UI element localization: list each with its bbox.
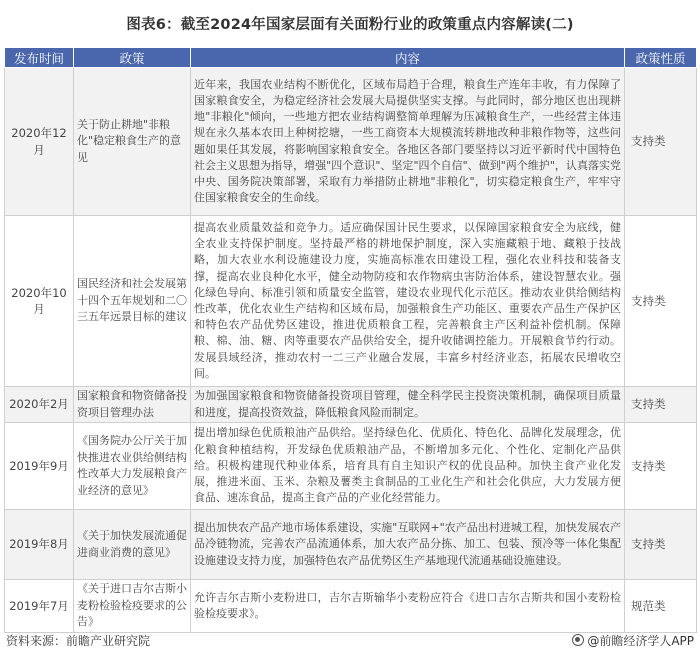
table-row: [5, 510, 697, 580]
row-policy: 《关于加快发展流通促进商业消费的意见》: [74, 510, 191, 580]
chart-title: 图表6：截至2024年国家层面有关面粉行业的政策重点内容解读(二): [126, 16, 574, 33]
row-nature: 支持类: [625, 68, 697, 216]
row-policy: 关于防止耕地"非粮化"稳定粮食生产的意见: [74, 68, 191, 216]
row-nature: 支持类: [625, 510, 697, 580]
row-nature: 规范类: [625, 580, 697, 633]
table-row: [5, 423, 697, 510]
row-content: 提高农业质量效益和竞争力。适应确保国计民生要求，以保障国家粮食安全为底线，健全农业支持保护制度。坚持最严格的耕地保护制度，深入实施藏粮于地、藏粮于技战略，加大农业水利设施建设力度，实施高标准农田建设工程，强化农业科技和装备支撑，提高农业良种化水平，健全动物防疫和农作物病虫害防治体系，建设智慧农业。强化绿色导向、标准引领和质量安全监管，建设农业现代化示范区。推动农业供给侧结构性改革，优化农业生产结构和区域布局，加强粮食生产功能区、重要农产品生产保护区和特色农产品优势区建设，推进优质粮食工程，完善粮食主产区利益补偿机制。保障粮、棉、油、糖、肉等重要农产品供给安全，提升收储调控能力。开展粮食节约行动。发展县域经济，推动农村一二三产业融合发展，丰富乡村经济业态，拓展农民增收空间。: [191, 216, 625, 387]
brand: [572, 632, 694, 649]
header-nature: 政策性质: [625, 48, 697, 68]
row-date: 2020年2月: [5, 387, 74, 423]
row-date: 2020年12月: [5, 68, 74, 216]
row-content: 为加强国家粮食和物资储备投资项目管理，健全科学民主投资决策机制，确保项目质量和进度，提高投资效益，降低粮食风险而制定。: [191, 387, 625, 423]
row-nature: 支持类: [625, 216, 697, 387]
row-content: 允许吉尔吉斯小麦粉进口，吉尔吉斯输华小麦粉应符合《进口吉尔吉斯共和国小麦粉检验检疫要求》。: [191, 580, 625, 633]
source-note: 资料来源：前瞻产业研究院: [6, 633, 151, 648]
table-row: [5, 580, 697, 633]
row-nature: 支持类: [625, 387, 697, 423]
header-policy: 政策: [74, 48, 191, 68]
row-content: 近年来，我国农业结构不断优化，区域布局趋于合理，粮食生产连年丰收，有力保障了国家粮食安全，为稳定经济社会发展大局提供坚实支撑。与此同时，部分地区也出现耕地"非粮化"倾向，一些地方把农业结构调整简单理解为压减粮食生产，一些经营主体违规在永久基本农田上种树挖塘，一些工商资本大规模流转耕地改种非粮作物等，这些问题如果任其发展，将影响国家粮食安全。各地区各部门要坚持以习近平新时代中国特色社会主义思想为指导，增强"四个意识"、坚定"四个自信"、做到"两个维护"，认真落实党中央、国务院决策部署，采取有力举措防止耕地"非粮化"，切实稳定粮食生产，牢牢守住国家粮食安全的生命线。: [191, 68, 625, 216]
row-nature: 支持类: [625, 423, 697, 510]
table-row: [5, 387, 697, 423]
row-date: 2019年8月: [5, 510, 74, 580]
brand-logo-icon: [572, 634, 584, 646]
row-policy: 《国务院办公厅关于加快推进农业供给侧结构性改革大力发展粮食产业经济的意见》: [74, 423, 191, 510]
table-row: [5, 216, 697, 387]
row-date: 2020年10月: [5, 216, 74, 387]
header-date: 发布时间: [5, 48, 74, 68]
header-content: 内容: [191, 48, 625, 68]
row-policy: 国民经济和社会发展第十四个五年规划和二〇三五年远景目标的建议: [74, 216, 191, 387]
row-policy: 国家粮食和物资储备投资项目管理办法: [74, 387, 191, 423]
row-policy: 《关于进口吉尔吉斯小麦粉检验检疫要求的公告》: [74, 580, 191, 633]
policy-table: [4, 47, 697, 633]
row-date: 2019年9月: [5, 423, 74, 510]
brand-label: @前瞻经济学人APP: [587, 633, 694, 648]
table-row: [5, 68, 697, 216]
table-header-row: [5, 48, 697, 68]
row-content: 提出加快农产品产地市场体系建设，实施"互联网+"农产品出村进城工程，加快发展农产品冷链物流，完善农产品流通体系，加大农产品分拣、加工、包装、预冷等一体化集配设施建设支持力度，加强特色农产品优势区生产基地现代流通基础设施建设。: [191, 510, 625, 580]
row-date: 2019年7月: [5, 580, 74, 633]
footer: [6, 628, 694, 652]
row-content: 提出增加绿色优质粮油产品供给。坚持绿色化、优质化、特色化、品牌化发展理念，优化粮食种植结构，开发绿色优质粮油产品，不断增加多元化、个性化、定制化产品供给。积极构建现代种业体系，培育具有自主知识产权的优良品种。加快主食产业化发展，推进米面、玉米、杂粮及薯类主食制品的工业化生产和社会化供应，大力发展方便食品、速冻食品，提高主食产品的产业化经营能力。: [191, 423, 625, 510]
